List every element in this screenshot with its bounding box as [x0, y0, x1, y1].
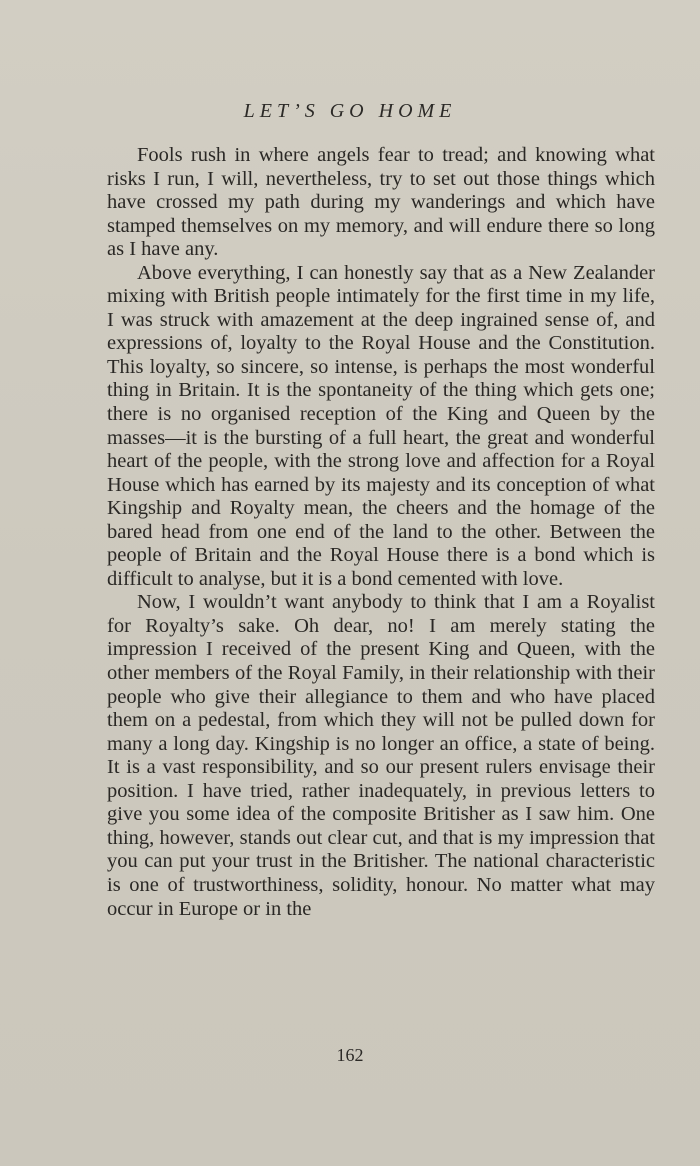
paragraph: Above everything, I can honestly say that as a New Zealander mixing with British people intimately for the first time in my life, I was struck with amazement at the deep ingrained sense of, and expressions of, loyalty to the Royal House and the Constitution. This loyalty, so sincere, so intense, is perhaps the most wonderful thing in Britain. It is the spontaneity of the thing which gets one; there is no organised reception of the King and Queen by the masses—it is the bursting of a full heart, the great and wonderful heart of the people, with the strong love and affection for a Royal House which has earned by its majesty and its conception of what Kingship and Royalty mean, the cheers and the homage of the bared head from one end of the land to the other. Between the people of Britain and the Royal House there is a bond which is difficult to analyse, but it is a bond cemented with love.: [107, 261, 655, 590]
paragraph: Now, I wouldn’t want anybody to think that I am a Royalist for Royalty’s sake. Oh dear, no! I am merely stating the impression I received of the present King and Queen, with the other members of the Royal Family, in their relationship with their people who give their allegiance to them and who have placed them on a pedestal, from which they will not be pulled down for many a long day. Kingship is no longer an office, a state of being. It is a vast responsibility, and so our present rulers envisage their position. I have tried, rather inadequately, in previous letters to give you some idea of the composite Britisher as I saw him. One thing, however, stands out clear cut, and that is my impression that you can put your trust in the Britisher. The national characteristic is one of trustworthiness, solidity, honour. No matter what may occur in Europe or in the: [107, 591, 655, 920]
paragraph: Fools rush in where angels fear to tread; and knowing what risks I run, I will, nevertheless, try to set out those things which have crossed my path during my wanderings and which have stamped themselves on my memory, and will endure there so long as I have any.: [107, 144, 655, 261]
page-number: 162: [336, 1045, 364, 1065]
running-head: LET’S GO HOME: [243, 100, 457, 122]
body-text: [107, 144, 655, 921]
